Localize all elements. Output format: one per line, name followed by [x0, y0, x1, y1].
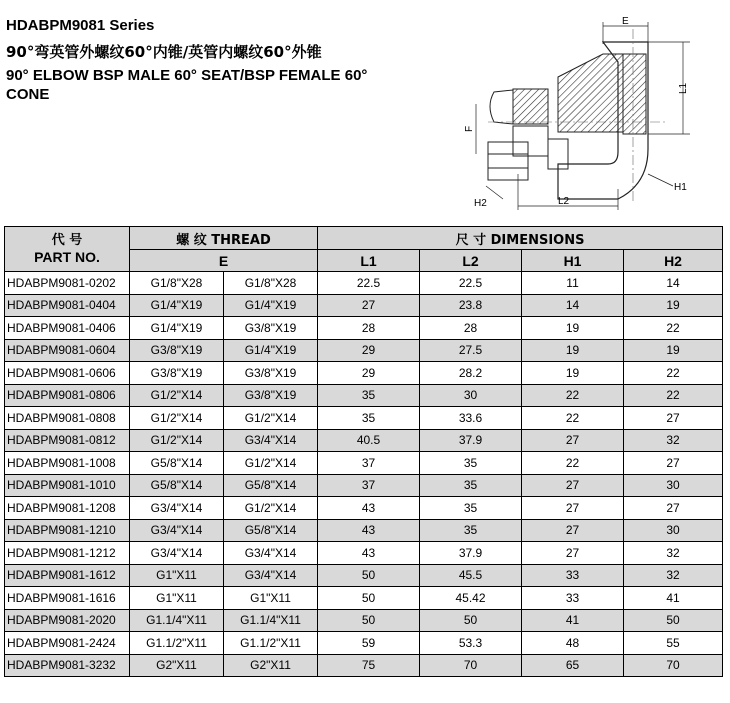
- table-row: [5, 317, 723, 340]
- cell-part: HDABPM9081-0808: [5, 407, 130, 430]
- cell-part: HDABPM9081-0202: [5, 272, 130, 295]
- cell-l2: 45.42: [420, 587, 522, 610]
- table-row: [5, 407, 723, 430]
- label-l1: L1: [678, 82, 689, 94]
- cell-l1: 35: [318, 407, 420, 430]
- cell-h2: 14: [624, 272, 723, 295]
- cell-h2: 30: [624, 474, 723, 497]
- cell-e1: G5/8"X14: [130, 452, 224, 475]
- cell-e1: G3/4"X14: [130, 497, 224, 520]
- header-dimensions: 尺 寸 DIMENSIONS: [318, 227, 723, 250]
- cell-part: HDABPM9081-1010: [5, 474, 130, 497]
- cell-e1: G3/4"X14: [130, 519, 224, 542]
- cell-l1: 28: [318, 317, 420, 340]
- cell-l2: 53.3: [420, 632, 522, 655]
- header-part-no: [5, 227, 130, 272]
- cell-h2: 19: [624, 339, 723, 362]
- cell-part: HDABPM9081-1612: [5, 564, 130, 587]
- cell-l2: 23.8: [420, 294, 522, 317]
- label-h1: H1: [674, 182, 687, 193]
- cell-h2: 32: [624, 542, 723, 565]
- table-row: [5, 519, 723, 542]
- cell-e1: G1/2"X14: [130, 407, 224, 430]
- cell-h2: 32: [624, 564, 723, 587]
- cell-e2: G5/8"X14: [224, 474, 318, 497]
- cell-e2: G3/8"X19: [224, 317, 318, 340]
- english-title-line2: CONE: [6, 86, 50, 103]
- header-l2: L2: [420, 250, 522, 272]
- cell-e2: G3/8"X19: [224, 384, 318, 407]
- cell-l2: 50: [420, 609, 522, 632]
- cell-h2: 27: [624, 407, 723, 430]
- cell-h1: 33: [522, 587, 624, 610]
- cell-e2: G1/2"X14: [224, 497, 318, 520]
- cell-e2: G5/8"X14: [224, 519, 318, 542]
- cell-part: HDABPM9081-0404: [5, 294, 130, 317]
- cell-h1: 11: [522, 272, 624, 295]
- cell-l1: 50: [318, 587, 420, 610]
- label-f: F: [464, 125, 475, 132]
- english-title-line1: 90° ELBOW BSP MALE 60° SEAT/BSP FEMALE 60°: [6, 67, 368, 84]
- cell-h1: 65: [522, 654, 624, 677]
- cell-l2: 35: [420, 519, 522, 542]
- cell-e1: G1/2"X14: [130, 429, 224, 452]
- cell-part: HDABPM9081-1210: [5, 519, 130, 542]
- title-block: [6, 16, 416, 104]
- cell-l1: 35: [318, 384, 420, 407]
- cell-h1: 22: [522, 452, 624, 475]
- label-l2: L2: [558, 196, 570, 207]
- cell-part: HDABPM9081-0806: [5, 384, 130, 407]
- label-e: E: [622, 16, 629, 27]
- cell-l1: 37: [318, 474, 420, 497]
- cell-h1: 14: [522, 294, 624, 317]
- cell-l2: 28: [420, 317, 522, 340]
- header-thread: 螺 纹 THREAD: [130, 227, 318, 250]
- table-row: [5, 339, 723, 362]
- cell-e2: G1/8"X28: [224, 272, 318, 295]
- fitting-technical-drawing: [458, 14, 698, 210]
- cell-l1: 59: [318, 632, 420, 655]
- cell-l1: 43: [318, 542, 420, 565]
- cell-l2: 37.9: [420, 429, 522, 452]
- cell-l2: 27.5: [420, 339, 522, 362]
- cell-h2: 70: [624, 654, 723, 677]
- cell-h2: 55: [624, 632, 723, 655]
- table-row: [5, 474, 723, 497]
- table-row: [5, 362, 723, 385]
- table-row: [5, 452, 723, 475]
- cell-e1: G1/8"X28: [130, 272, 224, 295]
- cell-h1: 27: [522, 474, 624, 497]
- cell-part: HDABPM9081-0812: [5, 429, 130, 452]
- cell-part: HDABPM9081-1008: [5, 452, 130, 475]
- cell-h2: 19: [624, 294, 723, 317]
- header-h2: H2: [624, 250, 723, 272]
- cell-h1: 27: [522, 542, 624, 565]
- cell-l1: 75: [318, 654, 420, 677]
- cell-l1: 50: [318, 609, 420, 632]
- cell-h1: 22: [522, 384, 624, 407]
- table-row: [5, 609, 723, 632]
- cell-l1: 43: [318, 497, 420, 520]
- cell-e2: G1.1/4"X11: [224, 609, 318, 632]
- dimensions-table: [4, 226, 723, 677]
- cell-e2: G1/2"X14: [224, 452, 318, 475]
- cell-h2: 22: [624, 362, 723, 385]
- cell-l1: 22.5: [318, 272, 420, 295]
- cell-e1: G2"X11: [130, 654, 224, 677]
- table-body: [5, 272, 723, 677]
- cell-part: HDABPM9081-1212: [5, 542, 130, 565]
- table-row: [5, 587, 723, 610]
- cell-l2: 35: [420, 497, 522, 520]
- cell-h2: 50: [624, 609, 723, 632]
- cell-h1: 33: [522, 564, 624, 587]
- header-h1: H1: [522, 250, 624, 272]
- header-e: E: [130, 250, 318, 272]
- cell-e2: G3/4"X14: [224, 542, 318, 565]
- cell-part: HDABPM9081-2020: [5, 609, 130, 632]
- cell-e1: G1/4"X19: [130, 294, 224, 317]
- cell-l1: 40.5: [318, 429, 420, 452]
- cell-l2: 22.5: [420, 272, 522, 295]
- cell-l2: 35: [420, 474, 522, 497]
- cell-l1: 29: [318, 339, 420, 362]
- table-row: [5, 272, 723, 295]
- cell-l2: 45.5: [420, 564, 522, 587]
- table-row: [5, 294, 723, 317]
- cell-e1: G1/2"X14: [130, 384, 224, 407]
- cell-e2: G1/4"X19: [224, 339, 318, 362]
- cell-part: HDABPM9081-0606: [5, 362, 130, 385]
- cell-e1: G1/4"X19: [130, 317, 224, 340]
- cell-e2: G3/4"X14: [224, 564, 318, 587]
- cell-e1: G1.1/2"X11: [130, 632, 224, 655]
- header-part-cn: 代 号: [51, 233, 83, 248]
- table-row: [5, 429, 723, 452]
- cell-h2: 22: [624, 384, 723, 407]
- cell-e2: G1/2"X14: [224, 407, 318, 430]
- cell-l1: 50: [318, 564, 420, 587]
- table-row: [5, 564, 723, 587]
- cell-h2: 27: [624, 452, 723, 475]
- english-title: [6, 66, 416, 104]
- table-row: [5, 497, 723, 520]
- cell-e2: G3/8"X19: [224, 362, 318, 385]
- cell-e2: G1"X11: [224, 587, 318, 610]
- table-row: [5, 384, 723, 407]
- cell-e1: G3/8"X19: [130, 339, 224, 362]
- cell-l1: 37: [318, 452, 420, 475]
- cell-part: HDABPM9081-3232: [5, 654, 130, 677]
- cell-h2: 41: [624, 587, 723, 610]
- header-l1: L1: [318, 250, 420, 272]
- cell-h1: 19: [522, 339, 624, 362]
- cell-e1: G3/8"X19: [130, 362, 224, 385]
- header-part-en: PART NO.: [34, 249, 100, 265]
- cell-h1: 41: [522, 609, 624, 632]
- cell-l2: 30: [420, 384, 522, 407]
- cell-h1: 27: [522, 519, 624, 542]
- cell-part: HDABPM9081-2424: [5, 632, 130, 655]
- cell-l1: 43: [318, 519, 420, 542]
- cell-h2: 22: [624, 317, 723, 340]
- series-title: HDABPM9081 Series: [6, 17, 155, 34]
- table-header-row: [5, 227, 723, 250]
- cell-part: HDABPM9081-1616: [5, 587, 130, 610]
- cell-h1: 27: [522, 429, 624, 452]
- cell-e1: G1"X11: [130, 587, 224, 610]
- cell-l2: 35: [420, 452, 522, 475]
- cell-h2: 32: [624, 429, 723, 452]
- chinese-title: 90°弯英管外螺纹60°内锥/英管内螺纹60°外锥: [6, 43, 322, 61]
- cell-h2: 27: [624, 497, 723, 520]
- cell-e2: G3/4"X14: [224, 429, 318, 452]
- cell-e2: G1.1/2"X11: [224, 632, 318, 655]
- table-row: [5, 654, 723, 677]
- cell-l2: 33.6: [420, 407, 522, 430]
- cell-h1: 19: [522, 317, 624, 340]
- cell-h2: 30: [624, 519, 723, 542]
- cell-l2: 37.9: [420, 542, 522, 565]
- cell-e2: G2"X11: [224, 654, 318, 677]
- cell-l1: 29: [318, 362, 420, 385]
- document-header: [0, 0, 730, 212]
- cell-e1: G1.1/4"X11: [130, 609, 224, 632]
- cell-part: HDABPM9081-0406: [5, 317, 130, 340]
- cell-l2: 28.2: [420, 362, 522, 385]
- table-row: [5, 542, 723, 565]
- cell-h1: 19: [522, 362, 624, 385]
- cell-part: HDABPM9081-1208: [5, 497, 130, 520]
- cell-e1: G3/4"X14: [130, 542, 224, 565]
- table-row: [5, 632, 723, 655]
- cell-l2: 70: [420, 654, 522, 677]
- cell-l1: 27: [318, 294, 420, 317]
- cell-h1: 48: [522, 632, 624, 655]
- label-h2: H2: [474, 198, 487, 209]
- cell-e1: G5/8"X14: [130, 474, 224, 497]
- cell-h1: 27: [522, 497, 624, 520]
- cell-e1: G1"X11: [130, 564, 224, 587]
- cell-h1: 22: [522, 407, 624, 430]
- cell-part: HDABPM9081-0604: [5, 339, 130, 362]
- cell-e2: G1/4"X19: [224, 294, 318, 317]
